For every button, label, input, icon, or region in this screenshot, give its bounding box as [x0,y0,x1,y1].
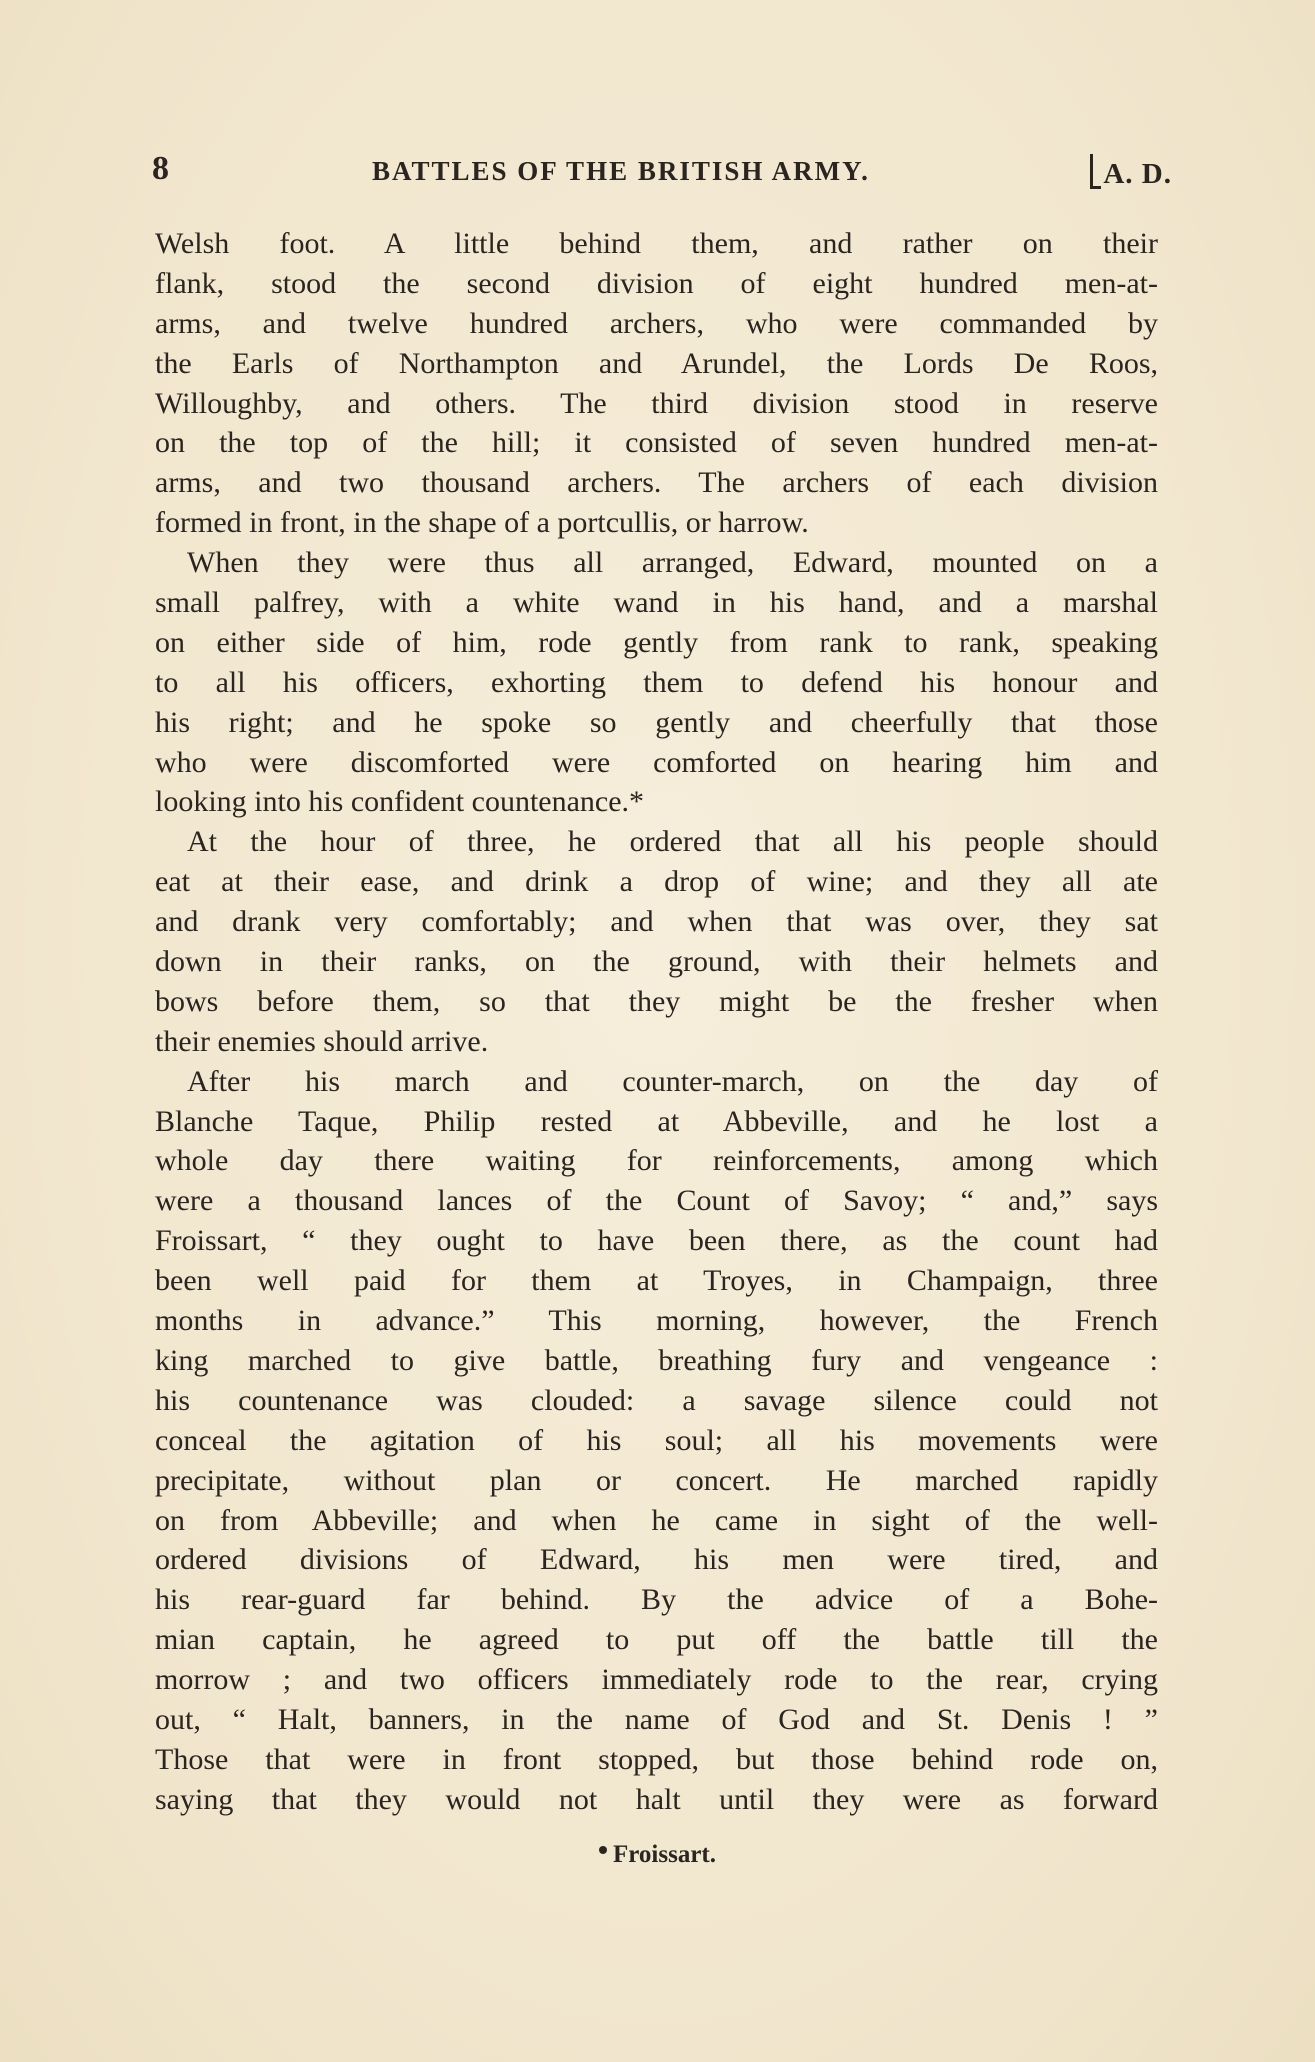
text-line: the Earls of Northampton and Arundel, the Lords De Roos, [155,346,1158,380]
footnote-marker [599,1846,607,1854]
page-number: 8 [152,150,169,187]
footnote [0,1841,1315,1869]
text-line: ordered divisions of Edward, his men were tired, and [155,1543,1158,1577]
text-line: mian captain, he agreed to put off the battle till the [155,1623,1158,1657]
text-line: on the top of the hill; it consisted of seven hundred men-at- [155,426,1158,460]
text-line: down in their ranks, on the ground, with their helmets and [155,945,1158,979]
text-line: After his march and counter-march, on the day of [187,1064,1158,1098]
text-line: small palfrey, with a white wand in his hand, and a marshal [155,586,1158,620]
text-line: whole day there waiting for reinforcements, among which [155,1144,1158,1178]
text-line: Froissart, “ they ought to have been there, as the count had [155,1224,1158,1258]
text-line: Blanche Taque, Philip rested at Abbeville, and he lost a [155,1104,1158,1138]
bracket-mark [1090,154,1101,189]
text-line: morrow ; and two officers immediately rode to the rear, crying [155,1663,1158,1697]
text-line: arms, and twelve hundred archers, who were commanded by [155,306,1158,340]
text-line: formed in front, in the shape of a portcullis, or harrow. [155,506,809,540]
text-line: his countenance was clouded: a savage silence could not [155,1383,1158,1417]
text-line: out, “ Halt, banners, in the name of God and St. Denis ! ” [155,1702,1158,1736]
text-line: been well paid for them at Troyes, in Champaign, three [155,1264,1158,1298]
text-line: months in advance.” This morning, however, the French [155,1304,1158,1338]
text-line: conceal the agitation of his soul; all his movements were [155,1423,1158,1457]
text-line: on either side of him, rode gently from rank to rank, speaking [155,625,1158,659]
text-line: arms, and two thousand archers. The archers of each division [155,466,1158,500]
text-line: Welsh foot. A little behind them, and rather on their [155,227,1158,260]
text-line: flank, stood the second division of eight hundred men-at- [155,266,1158,300]
text-line: looking into his confident countenance.* [155,785,645,819]
text-line: saying that they would not halt until they were as forward [155,1782,1158,1816]
text-line: bows before them, so that they might be the fresher when [155,984,1158,1018]
page-header [152,150,1172,190]
text-line: When they were thus all arranged, Edward, mounted on a [187,546,1158,580]
text-line: precipitate, without plan or concert. He marched rapidly [155,1463,1158,1497]
running-title: BATTLES OF THE BRITISH ARMY. [372,156,870,186]
footnote-text: Froissart. [613,1841,716,1868]
text-line: to all his officers, exhorting them to defend his honour and [155,665,1158,699]
body-text [155,224,1158,1820]
text-line: eat at their ease, and drink a drop of wine; and they all ate [155,865,1158,899]
text-line: Willoughby, and others. The third division stood in reserve [155,386,1158,420]
header-right-text: A. D. [1103,158,1172,190]
text-line: At the hour of three, he ordered that all his people should [187,825,1158,859]
text-line: who were discomforted were comforted on hearing him and [155,745,1158,779]
text-line: their enemies should arrive. [155,1024,489,1058]
text-line: his right; and he spoke so gently and cheerfully that those [155,705,1158,739]
text-line: and drank very comfortably; and when that was over, they sat [155,905,1158,939]
text-line: were a thousand lances of the Count of Savoy; “ and,” says [155,1184,1158,1218]
text-line: on from Abbeville; and when he came in sight of the well- [155,1503,1158,1537]
header-date-marker [1090,154,1172,191]
text-line: his rear-guard far behind. By the advice of a Bohe- [155,1583,1158,1617]
text-line: Those that were in front stopped, but those behind rode on, [155,1742,1158,1776]
text-line: king marched to give battle, breathing fury and vengeance : [155,1343,1158,1377]
